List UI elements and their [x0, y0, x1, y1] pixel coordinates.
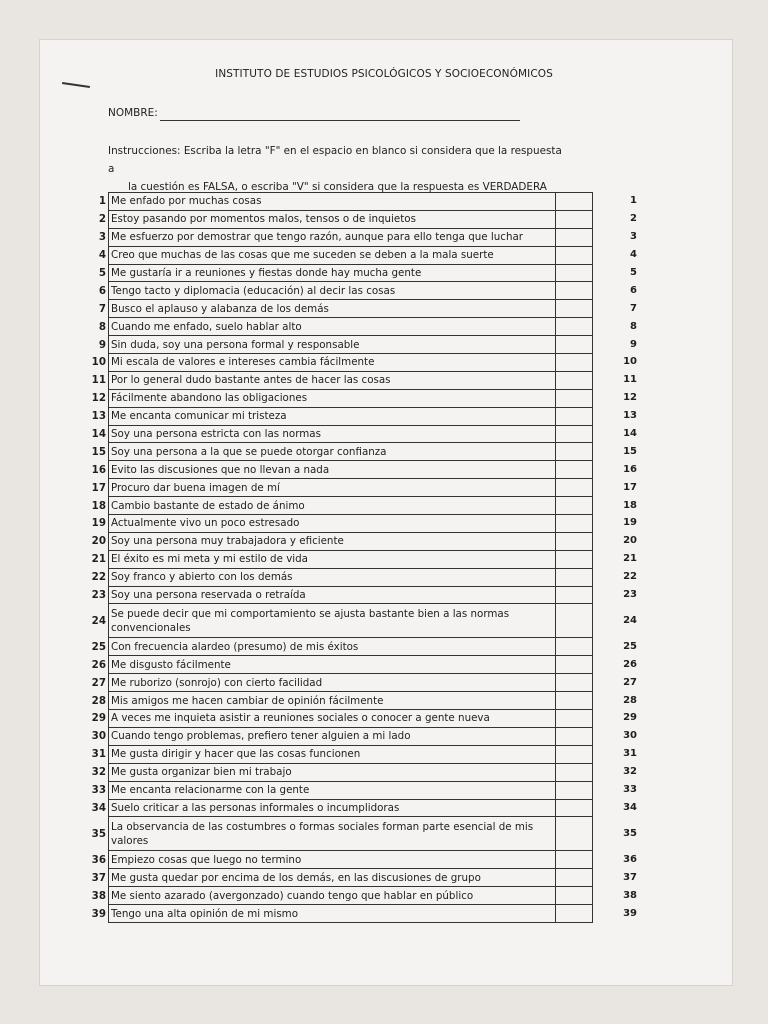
question-text: Me gustaría ir a reuniones y fiestas donde hay mucha gente [109, 264, 556, 282]
nombre-label: NOMBRE: [108, 107, 158, 119]
answer-box[interactable] [556, 851, 593, 869]
answer-box[interactable] [556, 604, 593, 638]
answer-number: 3 [630, 231, 637, 243]
answer-box[interactable] [556, 656, 593, 674]
answer-box[interactable] [556, 193, 593, 211]
question-text: Soy franco y abierto con los demás [109, 568, 556, 586]
answer-number: 1 [630, 195, 637, 207]
answer-box[interactable] [556, 336, 593, 354]
question-number: 31 [91, 748, 106, 761]
answer-box[interactable] [556, 586, 593, 604]
question-number: 14 [91, 428, 106, 441]
question-number: 20 [91, 535, 106, 548]
question-row [86, 656, 651, 674]
question-number: 34 [91, 801, 106, 814]
question-text: Actualmente vivo un poco estresado [109, 515, 556, 533]
answer-number: 17 [623, 481, 637, 493]
question-text: Suelo criticar a las personas informales o incumplidoras [109, 799, 556, 817]
question-row [86, 817, 651, 851]
question-number: 24 [91, 614, 106, 627]
question-text: Soy una persona estricta con las normas [109, 425, 556, 443]
question-number: 25 [91, 640, 106, 653]
answer-number: 15 [623, 445, 637, 457]
answer-number: 31 [623, 748, 637, 760]
answer-number: 23 [623, 589, 637, 601]
question-text: Me encanta comunicar mi tristeza [109, 407, 556, 425]
question-row [86, 228, 651, 246]
answer-box[interactable] [556, 300, 593, 318]
question-text: Se puede decir que mi comportamiento se ajusta bastante bien a las normas convencionales [109, 604, 556, 638]
question-row [86, 550, 651, 568]
question-text: Me esfuerzo por demostrar que tengo razón, aunque para ello tenga que luchar [109, 228, 556, 246]
question-row [86, 193, 651, 211]
question-row [86, 905, 651, 923]
answer-number: 8 [630, 320, 637, 332]
answer-box[interactable] [556, 515, 593, 533]
answer-number: 4 [630, 249, 637, 261]
question-row [86, 515, 651, 533]
question-number: 13 [91, 410, 106, 423]
question-text: Me disgusto fácilmente [109, 656, 556, 674]
question-row [86, 799, 651, 817]
answer-number: 22 [623, 571, 637, 583]
instructions [108, 142, 568, 196]
answer-number: 37 [623, 871, 637, 883]
question-row [86, 887, 651, 905]
question-row [86, 781, 651, 799]
question-row [86, 568, 651, 586]
question-text: Soy una persona reservada o retraída [109, 586, 556, 604]
answer-number: 21 [623, 553, 637, 565]
answer-box[interactable] [556, 692, 593, 710]
question-number: 17 [91, 481, 106, 494]
answer-box[interactable] [556, 407, 593, 425]
answer-number: 38 [623, 889, 637, 901]
question-number: 37 [91, 871, 106, 884]
question-text: Me enfado por muchas cosas [109, 193, 556, 211]
answer-number: 7 [630, 302, 637, 314]
answer-number: 24 [623, 614, 637, 626]
instructions-line-2: la cuestión es FALSA, o escriba "V" si considera que la respuesta es VERDADERA [128, 181, 547, 193]
question-text: Empiezo cosas que luego no termino [109, 851, 556, 869]
answer-box[interactable] [556, 371, 593, 389]
answer-box[interactable] [556, 817, 593, 851]
question-row [86, 586, 651, 604]
answer-number: 32 [623, 766, 637, 778]
question-text: Me siento azarado (avergonzado) cuando tengo que hablar en público [109, 887, 556, 905]
nombre-field[interactable] [160, 120, 520, 121]
answer-box[interactable] [556, 550, 593, 568]
question-number: 26 [91, 658, 106, 671]
question-text: Procuro dar buena imagen de mí [109, 479, 556, 497]
question-row [86, 604, 651, 638]
answer-number: 14 [623, 428, 637, 440]
answer-box[interactable] [556, 638, 593, 656]
question-text: Cuando tengo problemas, prefiero tener alguien a mi lado [109, 727, 556, 745]
question-number: 1 [98, 195, 106, 208]
answer-box[interactable] [556, 228, 593, 246]
question-row [86, 497, 651, 515]
question-row [86, 389, 651, 407]
answer-box[interactable] [556, 461, 593, 479]
question-text: Estoy pasando por momentos malos, tensos o de inquietos [109, 210, 556, 228]
question-text: Me gusta dirigir y hacer que las cosas funcionen [109, 745, 556, 763]
question-number: 36 [91, 853, 106, 866]
answer-box[interactable] [556, 246, 593, 264]
question-text: Me gusta quedar por encima de los demás, en las discusiones de grupo [109, 869, 556, 887]
question-row [86, 674, 651, 692]
answer-box[interactable] [556, 869, 593, 887]
question-number: 39 [91, 907, 106, 920]
question-text: Me encanta relacionarme con la gente [109, 781, 556, 799]
answer-number: 9 [630, 338, 637, 350]
question-row [86, 851, 651, 869]
question-row [86, 318, 651, 336]
question-row [86, 638, 651, 656]
answer-box[interactable] [556, 497, 593, 515]
question-row [86, 443, 651, 461]
question-row [86, 532, 651, 550]
question-row [86, 710, 651, 728]
question-text: Creo que muchas de las cosas que me suceden se deben a la mala suerte [109, 246, 556, 264]
answer-box[interactable] [556, 905, 593, 923]
answer-number: 10 [623, 356, 637, 368]
answer-box[interactable] [556, 745, 593, 763]
answer-number: 28 [623, 694, 637, 706]
question-number: 2 [98, 213, 106, 226]
question-text: Cuando me enfado, suelo hablar alto [109, 318, 556, 336]
question-number: 11 [91, 374, 106, 387]
question-number: 3 [98, 231, 106, 244]
answer-number: 5 [630, 267, 637, 278]
question-text: Mis amigos me hacen cambiar de opinión fácilmente [109, 692, 556, 710]
question-text: Tengo una alta opinión de mi mismo [109, 905, 556, 923]
question-number: 5 [98, 267, 106, 279]
question-number: 28 [91, 694, 106, 707]
answer-number: 11 [623, 374, 637, 386]
answer-box[interactable] [556, 674, 593, 692]
question-number: 38 [91, 889, 106, 902]
question-text: Sin duda, soy una persona formal y responsable [109, 336, 556, 354]
answer-number: 26 [623, 658, 637, 670]
answer-box[interactable] [556, 318, 593, 336]
question-text: Mi escala de valores e intereses cambia fácilmente [109, 354, 556, 372]
question-number: 21 [91, 553, 106, 566]
question-row [86, 264, 651, 282]
answer-number: 29 [623, 712, 637, 724]
answer-number: 19 [623, 517, 637, 529]
question-number: 29 [91, 712, 106, 725]
question-number: 33 [91, 784, 106, 797]
question-row [86, 336, 651, 354]
question-text: Soy una persona a la que se puede otorgar confianza [109, 443, 556, 461]
question-row [86, 210, 651, 228]
answer-number: 39 [623, 907, 637, 919]
question-text: Evito las discusiones que no llevan a nada [109, 461, 556, 479]
answer-number: 34 [623, 801, 637, 813]
question-number: 8 [98, 320, 106, 333]
question-text: Me ruborizo (sonrojo) con cierto facilidad [109, 674, 556, 692]
question-number: 18 [91, 499, 106, 512]
document-title: INSTITUTO DE ESTUDIOS PSICOLÓGICOS Y SOCIOECONÓMICOS [215, 68, 553, 80]
answer-box[interactable] [556, 710, 593, 728]
question-number: 9 [98, 338, 106, 351]
question-row [86, 727, 651, 745]
answer-box[interactable] [556, 389, 593, 407]
answer-box[interactable] [556, 781, 593, 799]
question-number: 15 [91, 445, 106, 458]
answer-box[interactable] [556, 799, 593, 817]
question-row [86, 461, 651, 479]
question-row [86, 745, 651, 763]
answer-box[interactable] [556, 763, 593, 781]
question-number: 19 [91, 517, 106, 530]
question-row [86, 246, 651, 264]
answer-box[interactable] [556, 443, 593, 461]
question-text: El éxito es mi meta y mi estilo de vida [109, 550, 556, 568]
question-number: 32 [91, 766, 106, 779]
answer-box[interactable] [556, 282, 593, 300]
question-row [86, 869, 651, 887]
answer-number: 12 [623, 392, 637, 404]
answer-number: 20 [623, 535, 637, 547]
question-text: Me gusta organizar bien mi trabajo [109, 763, 556, 781]
question-row [86, 407, 651, 425]
answer-number: 25 [623, 640, 637, 652]
question-number: 7 [98, 302, 106, 315]
question-number: 12 [91, 392, 106, 405]
question-text: La observancia de las costumbres o formas sociales forman parte esencial de mis valores [109, 817, 556, 851]
question-number: 6 [98, 284, 106, 297]
question-text: Por lo general dudo bastante antes de hacer las cosas [109, 371, 556, 389]
answer-box[interactable] [556, 727, 593, 745]
answer-number: 27 [623, 676, 637, 688]
question-row [86, 371, 651, 389]
answer-box[interactable] [556, 210, 593, 228]
answer-number: 33 [623, 784, 637, 796]
question-text: Tengo tacto y diplomacia (educación) al decir las cosas [109, 282, 556, 300]
question-text: Busco el aplauso y alabanza de los demás [109, 300, 556, 318]
question-text: Fácilmente abandono las obligaciones [109, 389, 556, 407]
question-row [86, 763, 651, 781]
instructions-line-1: Instrucciones: Escriba la letra "F" en el espacio en blanco si considera que la respuesta a [108, 145, 562, 175]
question-row [86, 300, 651, 318]
question-row [86, 692, 651, 710]
question-row [86, 425, 651, 443]
question-text: A veces me inquieta asistir a reuniones sociales o conocer a gente nueva [109, 710, 556, 728]
question-number: 4 [98, 249, 106, 262]
question-row [86, 479, 651, 497]
question-row [86, 282, 651, 300]
answer-number: 36 [623, 853, 637, 865]
answer-number: 6 [630, 284, 637, 296]
answer-number: 2 [630, 213, 637, 225]
question-number: 10 [91, 356, 106, 369]
question-number: 35 [91, 827, 106, 840]
questionnaire-table [86, 192, 651, 923]
question-number: 30 [91, 730, 106, 743]
question-number: 27 [91, 676, 106, 689]
question-text: Soy una persona muy trabajadora y eficiente [109, 532, 556, 550]
answer-box[interactable] [556, 479, 593, 497]
answer-number: 13 [623, 410, 637, 422]
answer-box[interactable] [556, 887, 593, 905]
answer-number: 16 [623, 463, 637, 475]
question-number: 22 [91, 571, 106, 584]
answer-number: 30 [623, 730, 637, 742]
answer-box[interactable] [556, 264, 593, 282]
question-row [86, 354, 651, 372]
answer-box[interactable] [556, 532, 593, 550]
question-number: 23 [91, 589, 106, 602]
answer-box[interactable] [556, 354, 593, 372]
answer-number: 35 [623, 827, 637, 839]
answer-box[interactable] [556, 568, 593, 586]
answer-number: 18 [623, 499, 637, 511]
question-text: Cambio bastante de estado de ánimo [109, 497, 556, 515]
question-text: Con frecuencia alardeo (presumo) de mis éxitos [109, 638, 556, 656]
answer-box[interactable] [556, 425, 593, 443]
question-number: 16 [91, 463, 106, 476]
